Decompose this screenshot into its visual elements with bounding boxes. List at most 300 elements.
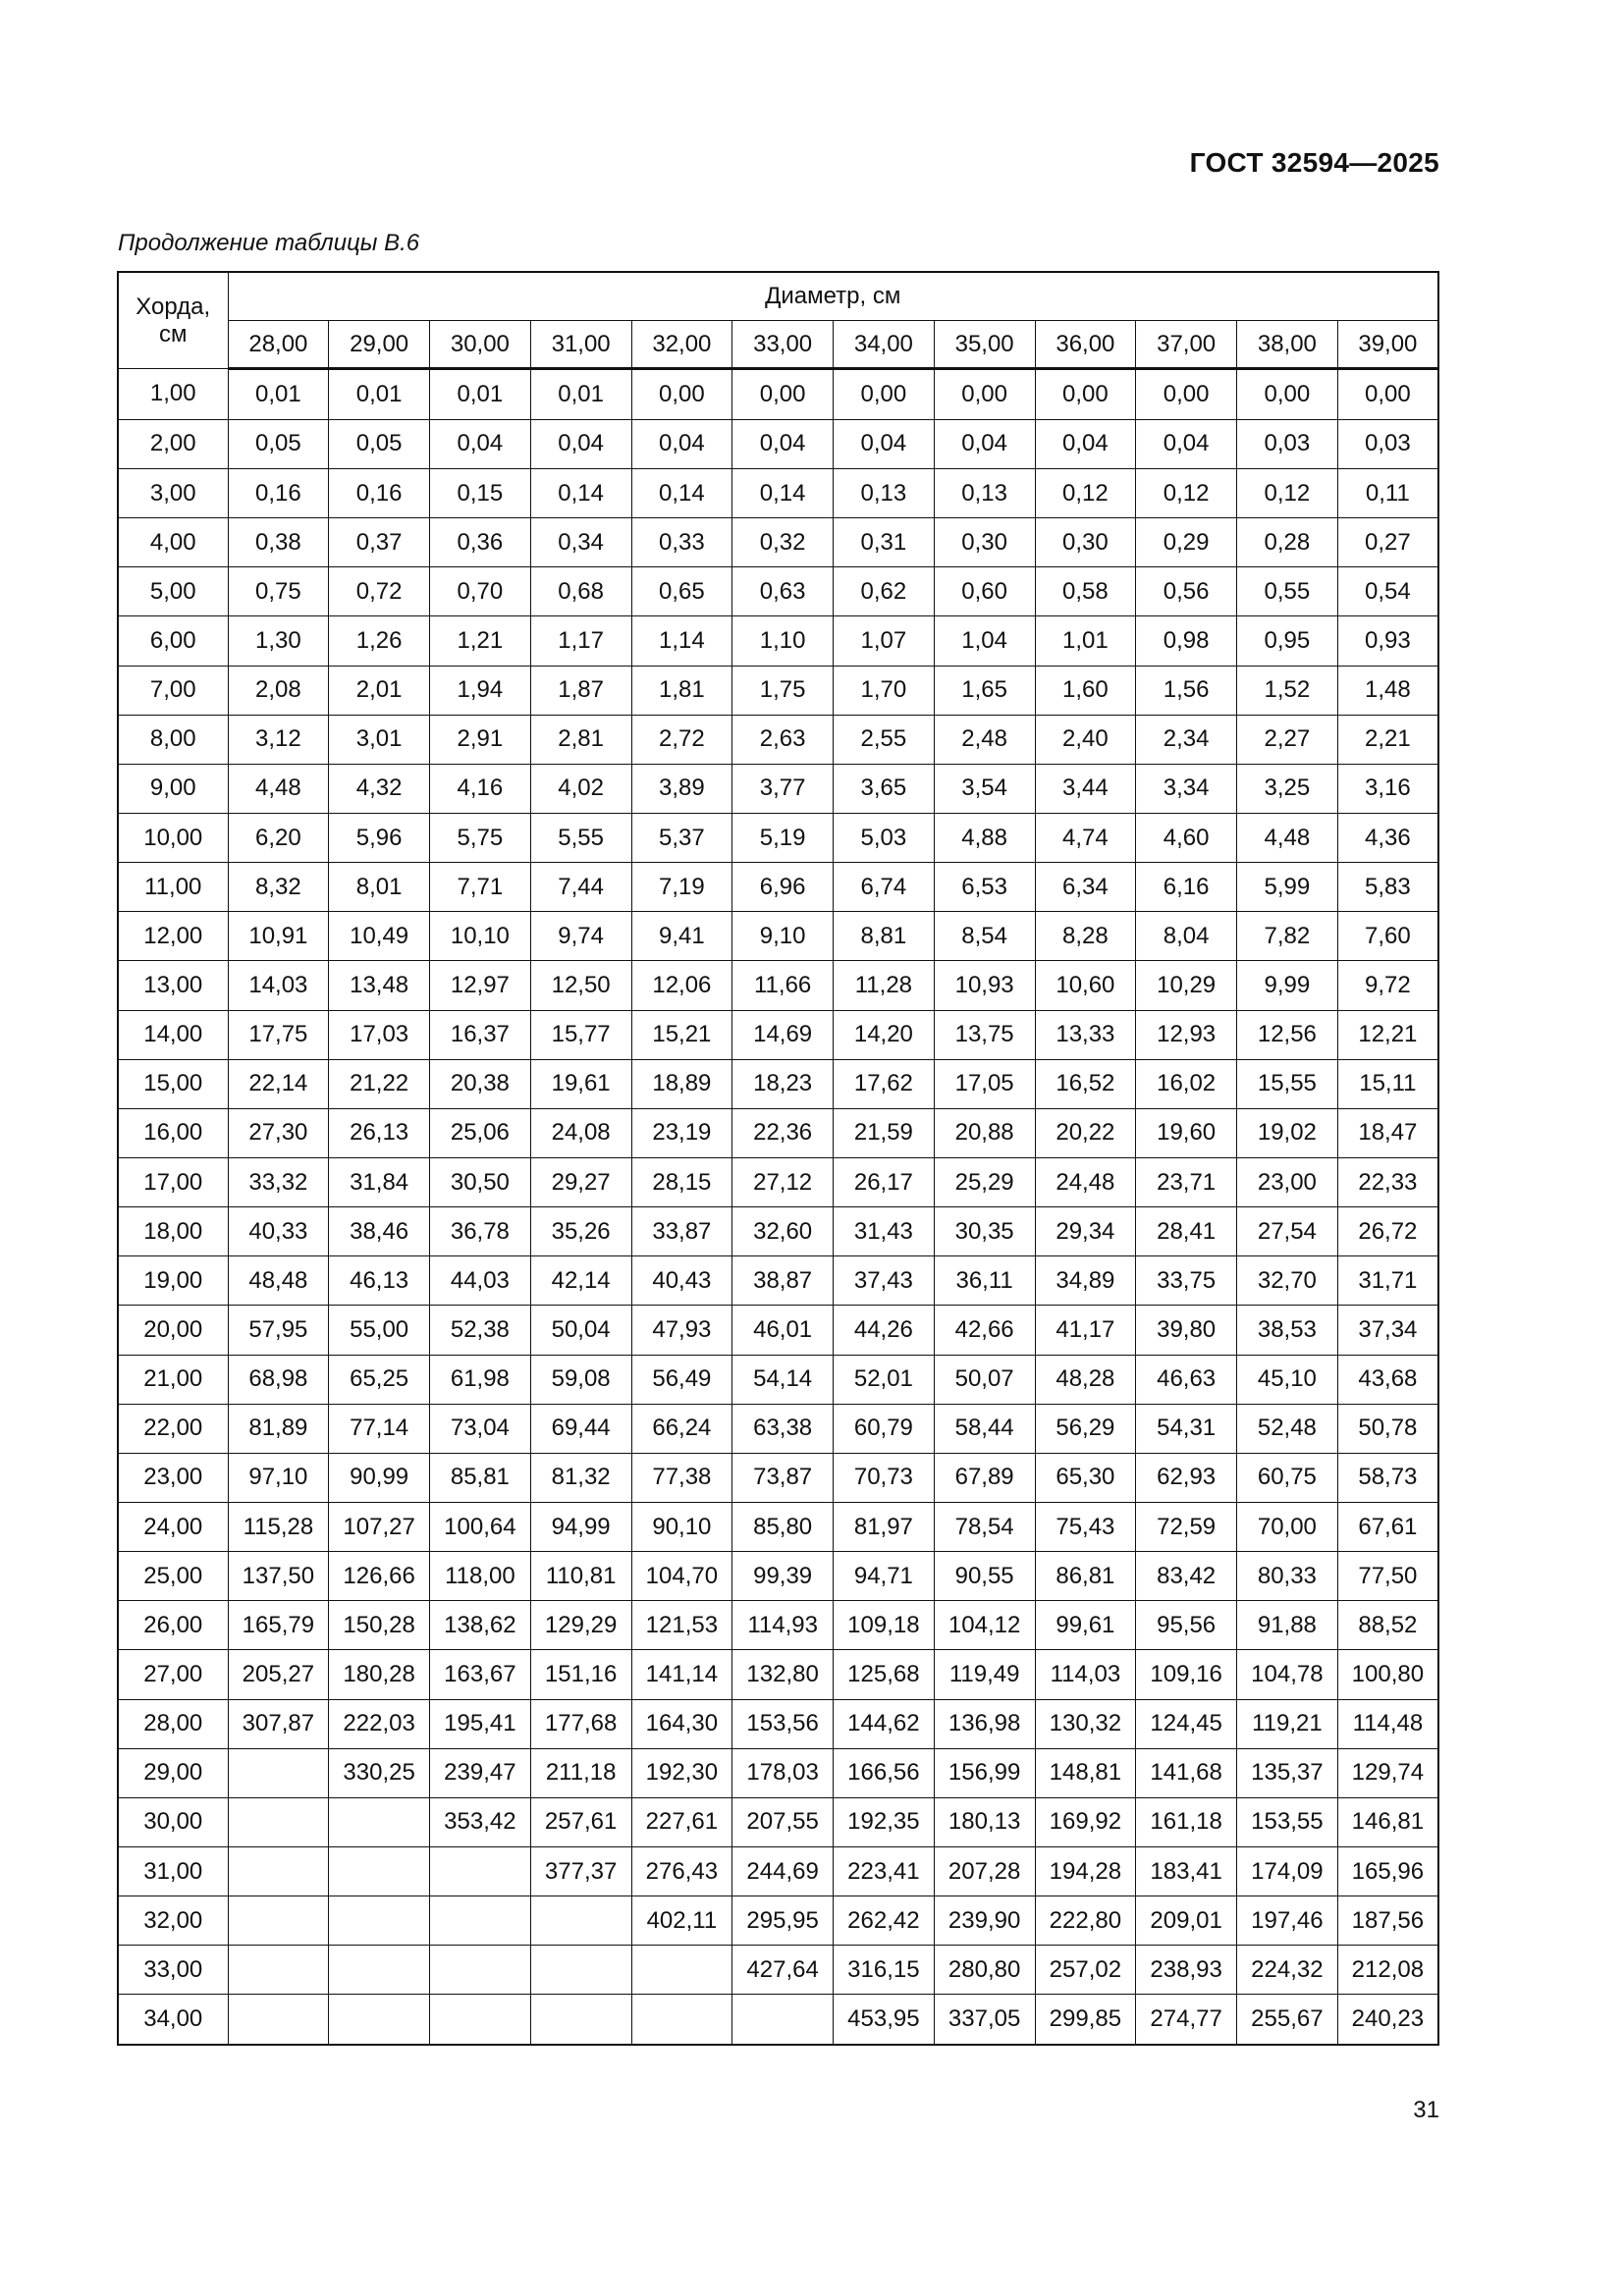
value-cell: 5,37 — [631, 813, 732, 862]
value-cell: 244,69 — [732, 1846, 834, 1896]
value-cell: 1,75 — [732, 666, 834, 715]
value-cell: 90,99 — [329, 1453, 430, 1502]
value-cell: 33,87 — [631, 1207, 732, 1256]
value-cell: 1,17 — [530, 616, 631, 666]
value-cell: 36,11 — [934, 1256, 1035, 1306]
table-row — [118, 912, 1438, 961]
value-cell: 17,03 — [329, 1010, 430, 1059]
value-cell: 85,80 — [732, 1502, 834, 1551]
value-cell: 0,13 — [834, 469, 935, 518]
value-cell: 2,01 — [329, 666, 430, 715]
value-cell: 46,63 — [1136, 1355, 1237, 1404]
value-cell: 0,00 — [1337, 369, 1438, 420]
value-cell: 0,75 — [228, 567, 329, 616]
value-cell: 7,19 — [631, 863, 732, 912]
value-cell: 255,67 — [1237, 1995, 1338, 2045]
diameter-group-header: Диаметр, см — [228, 272, 1438, 321]
value-cell: 23,19 — [631, 1108, 732, 1157]
value-cell: 109,18 — [834, 1601, 935, 1650]
value-cell: 0,34 — [530, 518, 631, 567]
value-cell: 12,93 — [1136, 1010, 1237, 1059]
value-cell: 13,48 — [329, 961, 430, 1010]
value-cell: 1,65 — [934, 666, 1035, 715]
value-cell: 21,22 — [329, 1059, 430, 1108]
value-cell: 26,13 — [329, 1108, 430, 1157]
value-cell: 22,14 — [228, 1059, 329, 1108]
value-cell: 40,33 — [228, 1207, 329, 1256]
value-cell: 5,03 — [834, 813, 935, 862]
value-cell: 146,81 — [1337, 1797, 1438, 1846]
value-cell — [228, 1797, 329, 1846]
table-row — [118, 1601, 1438, 1650]
value-cell: 77,14 — [329, 1404, 430, 1453]
table-row — [118, 518, 1438, 567]
value-cell: 1,60 — [1035, 666, 1136, 715]
value-cell: 65,30 — [1035, 1453, 1136, 1502]
value-cell: 138,62 — [430, 1601, 531, 1650]
value-cell: 13,75 — [934, 1010, 1035, 1059]
document-code: ГОСТ 32594—2025 — [1189, 147, 1439, 178]
value-cell: 24,48 — [1035, 1157, 1136, 1206]
value-cell: 224,32 — [1237, 1946, 1338, 1995]
value-cell: 42,66 — [934, 1306, 1035, 1355]
chord-cell: 28,00 — [118, 1699, 228, 1748]
value-cell: 153,55 — [1237, 1797, 1338, 1846]
value-cell: 0,15 — [430, 469, 531, 518]
diameter-header-cell: 37,00 — [1136, 321, 1237, 369]
value-cell: 26,17 — [834, 1157, 935, 1206]
value-cell: 9,41 — [631, 912, 732, 961]
chord-cell: 34,00 — [118, 1995, 228, 2045]
value-cell: 0,37 — [329, 518, 430, 567]
value-cell: 8,01 — [329, 863, 430, 912]
value-cell: 0,70 — [430, 567, 531, 616]
value-cell: 0,03 — [1237, 419, 1338, 468]
value-cell: 114,48 — [1337, 1699, 1438, 1748]
value-cell: 27,12 — [732, 1157, 834, 1206]
value-cell: 99,61 — [1035, 1601, 1136, 1650]
value-cell: 223,41 — [834, 1846, 935, 1896]
diameter-header-cell: 34,00 — [834, 321, 935, 369]
value-cell: 0,04 — [1035, 419, 1136, 468]
chord-cell: 14,00 — [118, 1010, 228, 1059]
value-cell: 0,12 — [1035, 469, 1136, 518]
value-cell: 14,69 — [732, 1010, 834, 1059]
table-row — [118, 1306, 1438, 1355]
value-cell: 166,56 — [834, 1748, 935, 1797]
value-cell: 0,55 — [1237, 567, 1338, 616]
chord-cell: 4,00 — [118, 518, 228, 567]
value-cell: 1,87 — [530, 666, 631, 715]
value-cell: 0,04 — [1136, 419, 1237, 468]
data-table — [117, 271, 1439, 2046]
value-cell: 0,01 — [228, 369, 329, 420]
table-row — [118, 1699, 1438, 1748]
value-cell: 1,14 — [631, 616, 732, 666]
value-cell: 6,34 — [1035, 863, 1136, 912]
value-cell: 38,87 — [732, 1256, 834, 1306]
chord-cell: 20,00 — [118, 1306, 228, 1355]
value-cell: 0,04 — [530, 419, 631, 468]
value-cell: 2,91 — [430, 715, 531, 764]
chord-cell: 17,00 — [118, 1157, 228, 1206]
value-cell: 12,97 — [430, 961, 531, 1010]
value-cell: 0,00 — [732, 369, 834, 420]
value-cell: 2,55 — [834, 715, 935, 764]
chord-cell: 18,00 — [118, 1207, 228, 1256]
value-cell — [228, 1748, 329, 1797]
value-cell: 6,74 — [834, 863, 935, 912]
value-cell: 10,49 — [329, 912, 430, 961]
value-cell: 3,44 — [1035, 764, 1136, 813]
value-cell: 192,35 — [834, 1797, 935, 1846]
value-cell: 262,42 — [834, 1896, 935, 1946]
value-cell: 7,82 — [1237, 912, 1338, 961]
value-cell: 144,62 — [834, 1699, 935, 1748]
value-cell: 13,33 — [1035, 1010, 1136, 1059]
value-cell: 238,93 — [1136, 1946, 1237, 1995]
table-row — [118, 1650, 1438, 1699]
value-cell: 110,81 — [530, 1552, 631, 1601]
value-cell: 164,30 — [631, 1699, 732, 1748]
value-cell: 94,71 — [834, 1552, 935, 1601]
value-cell: 276,43 — [631, 1846, 732, 1896]
value-cell: 9,74 — [530, 912, 631, 961]
chord-cell: 29,00 — [118, 1748, 228, 1797]
value-cell: 274,77 — [1136, 1995, 1237, 2045]
value-cell: 1,56 — [1136, 666, 1237, 715]
chord-cell: 12,00 — [118, 912, 228, 961]
value-cell: 180,13 — [934, 1797, 1035, 1846]
value-cell: 19,60 — [1136, 1108, 1237, 1157]
value-cell: 0,16 — [228, 469, 329, 518]
value-cell: 5,99 — [1237, 863, 1338, 912]
chord-cell: 3,00 — [118, 469, 228, 518]
value-cell: 1,30 — [228, 616, 329, 666]
value-cell: 307,87 — [228, 1699, 329, 1748]
value-cell: 27,30 — [228, 1108, 329, 1157]
chord-cell: 21,00 — [118, 1355, 228, 1404]
value-cell: 453,95 — [834, 1995, 935, 2045]
value-cell: 20,88 — [934, 1108, 1035, 1157]
table-row — [118, 1157, 1438, 1206]
value-cell: 0,04 — [631, 419, 732, 468]
value-cell: 0,56 — [1136, 567, 1237, 616]
value-cell: 35,26 — [530, 1207, 631, 1256]
value-cell: 136,98 — [934, 1699, 1035, 1748]
value-cell: 31,43 — [834, 1207, 935, 1256]
value-cell: 69,44 — [530, 1404, 631, 1453]
value-cell: 47,93 — [631, 1306, 732, 1355]
value-cell: 18,89 — [631, 1059, 732, 1108]
value-cell: 85,81 — [430, 1453, 531, 1502]
table-row — [118, 764, 1438, 813]
chord-cell: 16,00 — [118, 1108, 228, 1157]
value-cell: 0,27 — [1337, 518, 1438, 567]
chord-cell: 23,00 — [118, 1453, 228, 1502]
table-row — [118, 469, 1438, 518]
value-cell: 118,00 — [430, 1552, 531, 1601]
table-row — [118, 1846, 1438, 1896]
value-cell: 187,56 — [1337, 1896, 1438, 1946]
value-cell: 1,70 — [834, 666, 935, 715]
value-cell — [329, 1896, 430, 1946]
value-cell: 337,05 — [934, 1995, 1035, 2045]
value-cell: 4,36 — [1337, 813, 1438, 862]
value-cell: 8,81 — [834, 912, 935, 961]
value-cell: 94,99 — [530, 1502, 631, 1551]
value-cell: 50,78 — [1337, 1404, 1438, 1453]
diameter-header-cell: 29,00 — [329, 321, 430, 369]
value-cell: 402,11 — [631, 1896, 732, 1946]
value-cell: 16,37 — [430, 1010, 531, 1059]
value-cell: 95,56 — [1136, 1601, 1237, 1650]
value-cell: 0,00 — [1136, 369, 1237, 420]
value-cell: 20,22 — [1035, 1108, 1136, 1157]
table-row — [118, 1108, 1438, 1157]
value-cell: 0,04 — [732, 419, 834, 468]
table-row — [118, 961, 1438, 1010]
value-cell — [228, 1946, 329, 1995]
value-cell: 4,02 — [530, 764, 631, 813]
diameter-header-cell: 39,00 — [1337, 321, 1438, 369]
value-cell: 222,80 — [1035, 1896, 1136, 1946]
value-cell: 5,55 — [530, 813, 631, 862]
value-cell: 104,70 — [631, 1552, 732, 1601]
table-row — [118, 1453, 1438, 1502]
value-cell: 80,33 — [1237, 1552, 1338, 1601]
value-cell: 0,54 — [1337, 567, 1438, 616]
value-cell: 125,68 — [834, 1650, 935, 1699]
value-cell — [329, 1797, 430, 1846]
value-cell: 4,74 — [1035, 813, 1136, 862]
value-cell: 1,26 — [329, 616, 430, 666]
value-cell: 73,87 — [732, 1453, 834, 1502]
header-row — [118, 272, 1438, 321]
page-number: 31 — [1413, 2097, 1439, 2123]
value-cell: 20,38 — [430, 1059, 531, 1108]
value-cell: 2,21 — [1337, 715, 1438, 764]
value-cell: 0,58 — [1035, 567, 1136, 616]
value-cell: 62,93 — [1136, 1453, 1237, 1502]
value-cell: 40,43 — [631, 1256, 732, 1306]
value-cell: 257,02 — [1035, 1946, 1136, 1995]
value-cell: 30,35 — [934, 1207, 1035, 1256]
value-cell: 3,77 — [732, 764, 834, 813]
value-cell: 19,61 — [530, 1059, 631, 1108]
value-cell: 207,28 — [934, 1846, 1035, 1896]
value-cell — [530, 1946, 631, 1995]
value-cell: 46,13 — [329, 1256, 430, 1306]
value-cell: 165,79 — [228, 1601, 329, 1650]
value-cell: 109,16 — [1136, 1650, 1237, 1699]
value-cell: 0,14 — [732, 469, 834, 518]
value-cell: 1,21 — [430, 616, 531, 666]
value-cell: 19,02 — [1237, 1108, 1338, 1157]
value-cell: 0,14 — [631, 469, 732, 518]
value-cell: 48,48 — [228, 1256, 329, 1306]
value-cell: 4,60 — [1136, 813, 1237, 862]
value-cell: 1,01 — [1035, 616, 1136, 666]
value-cell: 0,30 — [1035, 518, 1136, 567]
value-cell — [631, 1995, 732, 2045]
value-cell: 70,73 — [834, 1453, 935, 1502]
value-cell: 12,56 — [1237, 1010, 1338, 1059]
value-cell: 4,32 — [329, 764, 430, 813]
value-cell: 4,48 — [1237, 813, 1338, 862]
value-cell: 65,25 — [329, 1355, 430, 1404]
value-cell: 141,14 — [631, 1650, 732, 1699]
value-cell: 129,29 — [530, 1601, 631, 1650]
value-cell: 15,11 — [1337, 1059, 1438, 1108]
value-cell: 77,38 — [631, 1453, 732, 1502]
value-cell: 141,68 — [1136, 1748, 1237, 1797]
value-cell: 28,41 — [1136, 1207, 1237, 1256]
value-cell: 29,27 — [530, 1157, 631, 1206]
value-cell: 124,45 — [1136, 1699, 1237, 1748]
value-cell: 2,48 — [934, 715, 1035, 764]
value-cell: 60,79 — [834, 1404, 935, 1453]
value-cell: 119,49 — [934, 1650, 1035, 1699]
value-cell: 0,05 — [329, 419, 430, 468]
table-row — [118, 666, 1438, 715]
chord-cell: 5,00 — [118, 567, 228, 616]
value-cell: 3,65 — [834, 764, 935, 813]
value-cell — [530, 1995, 631, 2045]
value-cell — [732, 1995, 834, 2045]
value-cell: 52,01 — [834, 1355, 935, 1404]
value-cell: 83,42 — [1136, 1552, 1237, 1601]
value-cell: 0,01 — [329, 369, 430, 420]
value-cell: 4,16 — [430, 764, 531, 813]
value-cell: 148,81 — [1035, 1748, 1136, 1797]
value-cell: 17,62 — [834, 1059, 935, 1108]
value-cell: 316,15 — [834, 1946, 935, 1995]
value-cell: 239,47 — [430, 1748, 531, 1797]
value-cell: 23,71 — [1136, 1157, 1237, 1206]
value-cell: 0,01 — [530, 369, 631, 420]
value-cell: 10,29 — [1136, 961, 1237, 1010]
value-cell: 377,37 — [530, 1846, 631, 1896]
value-cell: 2,40 — [1035, 715, 1136, 764]
value-cell: 45,10 — [1237, 1355, 1338, 1404]
value-cell: 2,72 — [631, 715, 732, 764]
value-cell: 163,67 — [430, 1650, 531, 1699]
value-cell: 15,77 — [530, 1010, 631, 1059]
chord-cell: 1,00 — [118, 369, 228, 420]
value-cell: 353,42 — [430, 1797, 531, 1846]
value-cell — [430, 1995, 531, 2045]
value-cell: 12,21 — [1337, 1010, 1438, 1059]
value-cell: 137,50 — [228, 1552, 329, 1601]
chord-cell: 7,00 — [118, 666, 228, 715]
value-cell: 86,81 — [1035, 1552, 1136, 1601]
value-cell: 1,94 — [430, 666, 531, 715]
value-cell: 44,26 — [834, 1306, 935, 1355]
value-cell — [631, 1946, 732, 1995]
value-cell: 209,01 — [1136, 1896, 1237, 1946]
value-cell: 3,34 — [1136, 764, 1237, 813]
table-row — [118, 1355, 1438, 1404]
value-cell: 0,00 — [934, 369, 1035, 420]
value-cell: 180,28 — [329, 1650, 430, 1699]
table-row — [118, 616, 1438, 666]
value-cell: 21,59 — [834, 1108, 935, 1157]
value-cell: 0,62 — [834, 567, 935, 616]
value-cell: 130,32 — [1035, 1699, 1136, 1748]
value-cell: 0,31 — [834, 518, 935, 567]
value-cell: 0,38 — [228, 518, 329, 567]
value-cell: 156,99 — [934, 1748, 1035, 1797]
chord-cell: 27,00 — [118, 1650, 228, 1699]
value-cell: 0,14 — [530, 469, 631, 518]
value-cell: 3,25 — [1237, 764, 1338, 813]
value-cell: 151,16 — [530, 1650, 631, 1699]
table-row — [118, 1404, 1438, 1453]
chord-cell: 8,00 — [118, 715, 228, 764]
table-row — [118, 1896, 1438, 1946]
table-row — [118, 369, 1438, 420]
table-row — [118, 813, 1438, 862]
value-cell: 18,23 — [732, 1059, 834, 1108]
value-cell: 3,01 — [329, 715, 430, 764]
value-cell: 46,01 — [732, 1306, 834, 1355]
value-cell: 7,71 — [430, 863, 531, 912]
value-cell: 0,16 — [329, 469, 430, 518]
value-cell: 63,38 — [732, 1404, 834, 1453]
value-cell: 222,03 — [329, 1699, 430, 1748]
value-cell: 44,03 — [430, 1256, 531, 1306]
value-cell: 121,53 — [631, 1601, 732, 1650]
value-cell: 227,61 — [631, 1797, 732, 1846]
value-cell: 135,37 — [1237, 1748, 1338, 1797]
value-cell: 88,52 — [1337, 1601, 1438, 1650]
value-cell: 26,72 — [1337, 1207, 1438, 1256]
value-cell: 0,11 — [1337, 469, 1438, 518]
value-cell: 9,72 — [1337, 961, 1438, 1010]
value-cell: 0,29 — [1136, 518, 1237, 567]
value-cell: 38,53 — [1237, 1306, 1338, 1355]
value-cell: 0,00 — [834, 369, 935, 420]
value-cell: 0,12 — [1136, 469, 1237, 518]
value-cell: 280,80 — [934, 1946, 1035, 1995]
chord-cell: 11,00 — [118, 863, 228, 912]
value-cell: 68,98 — [228, 1355, 329, 1404]
chord-cell: 2,00 — [118, 419, 228, 468]
value-cell: 0,00 — [1035, 369, 1136, 420]
value-cell: 27,54 — [1237, 1207, 1338, 1256]
chord-cell: 22,00 — [118, 1404, 228, 1453]
value-cell: 0,03 — [1337, 419, 1438, 468]
value-cell: 33,32 — [228, 1157, 329, 1206]
value-cell: 114,03 — [1035, 1650, 1136, 1699]
value-cell: 174,09 — [1237, 1846, 1338, 1896]
value-cell: 34,89 — [1035, 1256, 1136, 1306]
value-cell: 8,32 — [228, 863, 329, 912]
value-cell: 0,12 — [1237, 469, 1338, 518]
value-cell: 22,36 — [732, 1108, 834, 1157]
value-cell: 37,34 — [1337, 1306, 1438, 1355]
value-cell: 36,78 — [430, 1207, 531, 1256]
value-cell: 81,32 — [530, 1453, 631, 1502]
value-cell: 115,28 — [228, 1502, 329, 1551]
value-cell: 7,60 — [1337, 912, 1438, 961]
value-cell — [329, 1946, 430, 1995]
value-cell: 0,00 — [1237, 369, 1338, 420]
value-cell: 0,04 — [934, 419, 1035, 468]
value-cell: 17,05 — [934, 1059, 1035, 1108]
value-cell: 10,10 — [430, 912, 531, 961]
